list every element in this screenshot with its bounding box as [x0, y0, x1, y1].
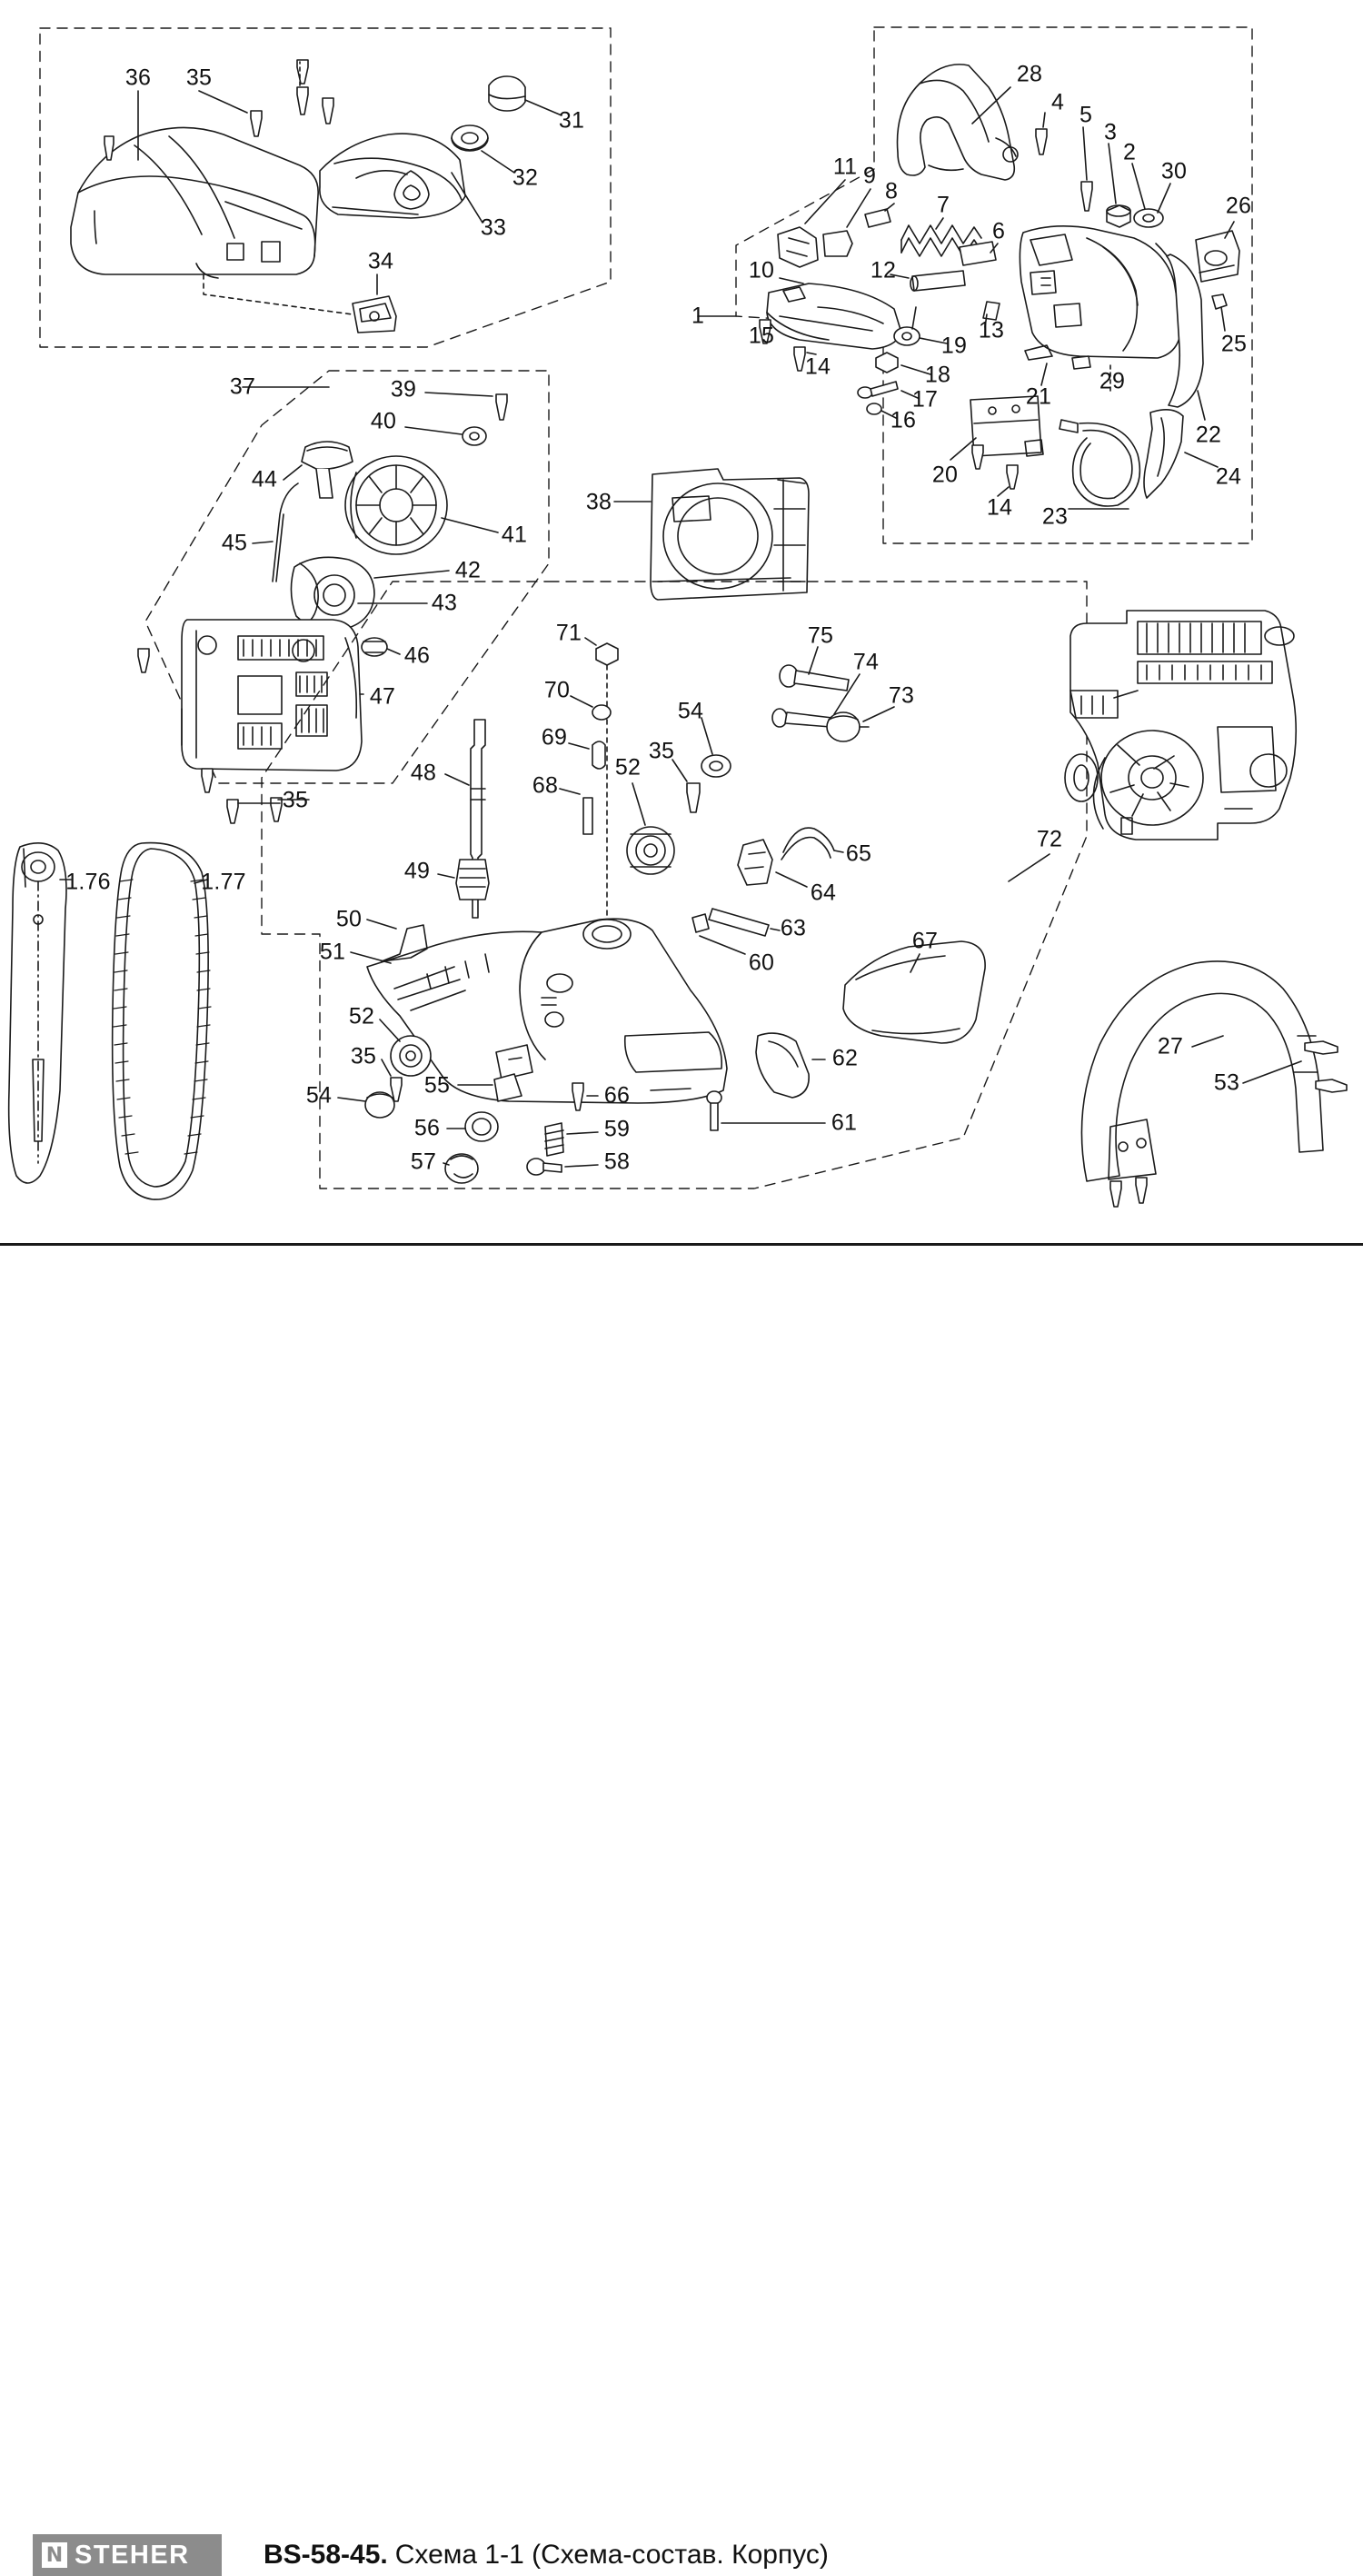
part-65-wire	[781, 828, 843, 860]
callout-177: 1.77	[201, 869, 246, 895]
callout-55: 55	[423, 1072, 451, 1099]
callout-10: 10	[748, 257, 775, 283]
part-2-washer	[1132, 164, 1163, 227]
callout-42: 42	[454, 557, 482, 583]
callout-7: 7	[936, 192, 950, 218]
callout-22: 22	[1195, 422, 1222, 448]
part-27-handle-bar	[1081, 961, 1323, 1181]
callout-65: 65	[845, 840, 872, 867]
callout-176: 1.76	[65, 869, 111, 895]
callout-40: 40	[370, 408, 397, 434]
callout-18: 18	[924, 362, 951, 388]
part-61-bolt	[707, 1091, 825, 1130]
part-44-starter-handle	[302, 442, 353, 498]
part-24-leader	[1185, 453, 1218, 467]
part-31-leader	[525, 100, 562, 115]
part-4-screw	[1036, 113, 1047, 154]
callout-14a: 14	[804, 353, 831, 380]
callout-4: 4	[1050, 89, 1065, 115]
callout-5: 5	[1079, 102, 1093, 128]
callout-8: 8	[884, 178, 899, 204]
callout-35b: 35	[282, 787, 309, 813]
part-engine-assembly	[1065, 611, 1296, 840]
callout-33: 33	[480, 214, 507, 241]
callout-48: 48	[410, 760, 437, 786]
part-177-chain	[113, 843, 211, 1200]
callout-38: 38	[585, 489, 612, 515]
callout-24: 24	[1215, 463, 1242, 490]
callout-54a: 54	[677, 698, 704, 724]
callout-43: 43	[431, 590, 458, 616]
callout-62: 62	[831, 1045, 859, 1071]
part-45-leader	[253, 542, 273, 543]
callout-2: 2	[1122, 139, 1137, 165]
part-57-cap	[443, 1154, 478, 1183]
part-19-washer	[894, 307, 947, 345]
part-68-pin	[560, 789, 592, 834]
part-49-clip	[456, 860, 489, 900]
part-73-knob	[827, 707, 894, 741]
part-31-cap	[489, 76, 525, 111]
part-69-bushing	[569, 741, 605, 769]
part-49-leader	[438, 874, 454, 878]
part-30-leader	[1158, 184, 1170, 213]
callout-73: 73	[888, 682, 915, 709]
callout-68: 68	[532, 772, 559, 799]
part-26-plate	[1196, 231, 1239, 282]
callout-63: 63	[780, 915, 807, 941]
callout-51: 51	[319, 939, 346, 965]
callout-46: 46	[403, 642, 431, 669]
part-32-leader	[482, 151, 514, 173]
part-32-washer	[452, 125, 488, 151]
part-67-handle-grip	[843, 941, 985, 1043]
callout-35a: 35	[185, 65, 213, 91]
callout-3: 3	[1103, 119, 1118, 145]
brand-logo-mark: N	[42, 2542, 67, 2568]
part-10-trigger	[767, 283, 901, 349]
callout-45: 45	[221, 530, 248, 556]
callout-71: 71	[555, 620, 582, 646]
callout-14b: 14	[986, 494, 1013, 521]
callout-27: 27	[1157, 1033, 1184, 1059]
model-number: BS-58-45.	[264, 2540, 388, 2570]
part-42-leader	[374, 571, 449, 578]
callout-59: 59	[603, 1116, 631, 1142]
part-75-bolt	[780, 647, 849, 691]
part-46-nut	[362, 638, 387, 656]
part-38-fan-housing	[651, 469, 809, 600]
part-28-handle	[898, 65, 1019, 180]
part-41-pulley	[345, 456, 447, 554]
callout-44: 44	[251, 466, 278, 492]
part-59-spring	[545, 1123, 598, 1156]
part-9-part	[823, 189, 871, 256]
callout-74: 74	[852, 649, 880, 675]
callout-36: 36	[124, 65, 152, 91]
part-24-guard	[1144, 410, 1183, 498]
callout-56: 56	[413, 1115, 441, 1141]
callout-67: 67	[911, 928, 939, 954]
footer	[0, 1246, 1363, 2570]
part-40-washer	[405, 427, 486, 445]
callout-58: 58	[603, 1149, 631, 1175]
part-29-crankcase	[1020, 226, 1183, 369]
callout-26: 26	[1225, 193, 1252, 219]
part-63-rod	[709, 909, 780, 936]
part-58-bolt	[527, 1159, 598, 1175]
part-62-lever	[756, 1033, 809, 1098]
part-54b-cap	[338, 1092, 394, 1118]
part-44-leader	[284, 465, 302, 480]
callout-16: 16	[890, 407, 917, 433]
callout-25: 25	[1220, 331, 1248, 357]
part-8-pin	[865, 204, 894, 227]
part-41-leader	[442, 518, 498, 532]
callout-41: 41	[501, 522, 528, 548]
page-title	[264, 2534, 829, 2576]
part-71-nut	[585, 638, 618, 945]
callout-19: 19	[940, 333, 968, 359]
callout-37: 37	[229, 373, 256, 400]
callout-17: 17	[911, 386, 939, 413]
part-42-43-rewind	[291, 557, 374, 629]
part-51-leader	[351, 952, 391, 963]
part-5-screw	[1081, 127, 1092, 211]
callout-12: 12	[870, 257, 897, 283]
callout-66: 66	[603, 1082, 631, 1109]
part-52a-leader	[632, 783, 645, 825]
callout-30: 30	[1160, 158, 1188, 184]
part-18-nut	[876, 353, 930, 374]
callout-64: 64	[810, 880, 837, 906]
callout-11: 11	[832, 154, 858, 180]
callout-28: 28	[1016, 61, 1043, 87]
callout-72: 72	[1036, 826, 1063, 852]
callout-54b: 54	[305, 1082, 333, 1109]
part-35c-screw	[672, 760, 700, 812]
callout-23: 23	[1041, 503, 1069, 530]
callout-57: 57	[410, 1149, 437, 1175]
part-51-body	[367, 919, 727, 1103]
part-176-guide-bar	[9, 843, 66, 1183]
callout-61: 61	[831, 1109, 858, 1136]
callout-6: 6	[991, 218, 1006, 244]
part-47-starter-cover	[182, 620, 362, 771]
part-56-cap	[447, 1112, 498, 1141]
callout-15: 15	[748, 323, 775, 349]
part-22-leader	[1198, 391, 1205, 420]
callout-9: 9	[862, 163, 877, 189]
callout-75: 75	[807, 622, 834, 649]
part-27-leader	[1192, 1036, 1223, 1047]
callout-69: 69	[541, 724, 568, 751]
callout-35d: 35	[350, 1043, 377, 1069]
callout-60: 60	[748, 950, 775, 976]
callout-35c: 35	[648, 738, 675, 764]
callout-39: 39	[390, 376, 417, 403]
callout-31: 31	[558, 107, 585, 134]
part-21-leader	[1041, 363, 1047, 385]
callout-52a: 52	[614, 754, 642, 781]
part-25-fastener	[1212, 294, 1227, 331]
part-10-leader	[780, 278, 803, 283]
part-50-leader	[367, 920, 396, 929]
callout-21: 21	[1025, 383, 1052, 410]
part-70-washer	[571, 696, 611, 720]
part-39-screw	[425, 393, 507, 420]
callout-13: 13	[978, 317, 1005, 343]
part-34-dashline	[204, 274, 353, 314]
callout-20: 20	[931, 462, 959, 488]
callout-47: 47	[369, 683, 396, 710]
part-17-bolt	[858, 382, 918, 398]
part-23-brake-band	[1060, 420, 1139, 506]
callout-1: 1	[691, 303, 705, 329]
brand-name: STEHER	[75, 2540, 190, 2570]
callout-70: 70	[543, 677, 571, 703]
part-54a-grommet	[701, 718, 731, 777]
part-6-rod	[960, 242, 998, 265]
part-52a-filter	[627, 827, 674, 874]
callout-34: 34	[367, 248, 394, 274]
callout-52b: 52	[348, 1003, 375, 1029]
part-33-cover	[320, 134, 465, 218]
part-48-leader	[445, 774, 469, 785]
part-12-pin	[890, 271, 965, 291]
callout-32: 32	[512, 164, 539, 191]
part-64-lever	[738, 840, 807, 887]
callout-29: 29	[1099, 368, 1126, 394]
part-72-leader	[1009, 854, 1050, 881]
callout-50: 50	[335, 906, 363, 932]
part-46-leader	[387, 649, 400, 654]
brand-badge	[33, 2534, 222, 2576]
part-34-bracket	[353, 296, 396, 333]
callout-53: 53	[1213, 1069, 1240, 1096]
callout-49: 49	[403, 858, 431, 884]
schematic-description: Схема 1-1 (Схема-состав. Корпус)	[394, 2540, 829, 2570]
